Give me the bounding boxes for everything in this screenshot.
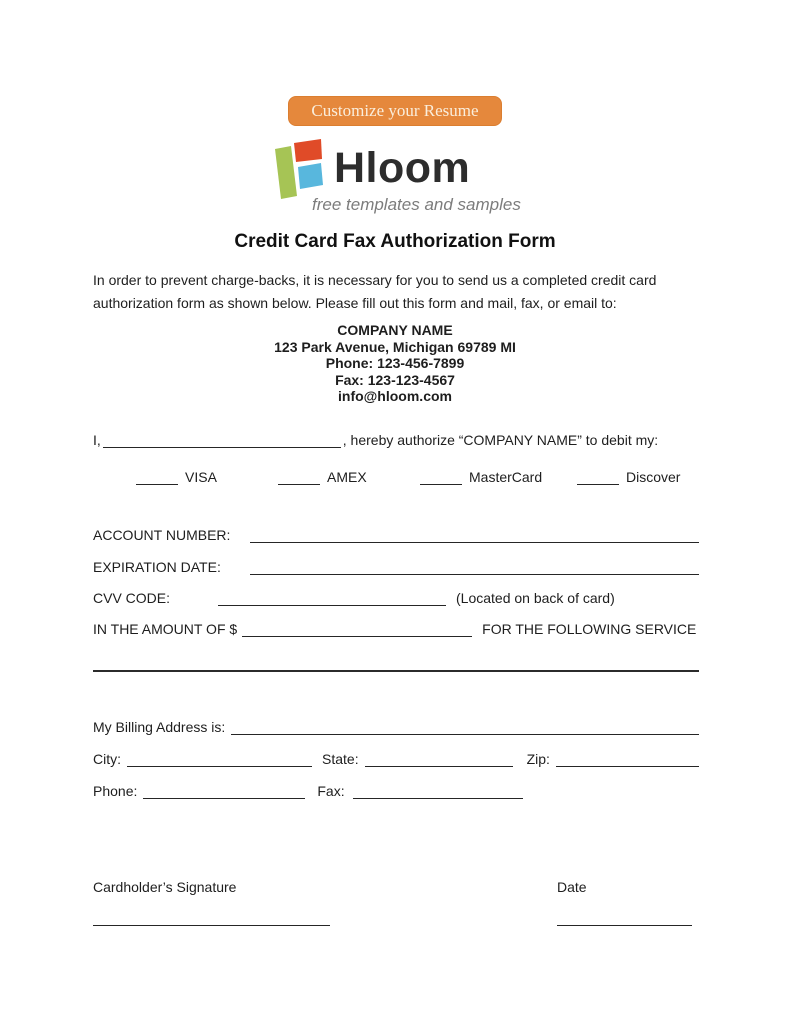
company-info-block	[0, 322, 790, 405]
amount-input-line[interactable]	[242, 622, 472, 637]
cvv-note: (Located on back of card)	[456, 590, 615, 606]
cardholder-signature-label: Cardholder’s Signature	[93, 879, 237, 895]
fax-label: Fax:	[317, 783, 345, 799]
amount-suffix: FOR THE FOLLOWING SERVICE	[482, 621, 697, 637]
cvv-code-row	[93, 590, 699, 606]
logo-tagline: free templates and samples	[312, 195, 521, 214]
billing-address-label: My Billing Address is:	[93, 719, 226, 735]
company-fax: Fax: 123-123-4567	[335, 371, 455, 388]
visa-check-line[interactable]	[136, 470, 178, 485]
billing-address-input-line[interactable]	[231, 720, 699, 735]
fax-input-line[interactable]	[353, 784, 523, 799]
city-label: City:	[93, 751, 121, 767]
state-input-line[interactable]	[365, 752, 513, 767]
card-type-row	[0, 469, 790, 491]
mastercard-check-line[interactable]	[420, 470, 462, 485]
date-label: Date	[557, 879, 587, 895]
account-number-row	[93, 527, 699, 543]
date-input-line[interactable]	[557, 925, 692, 926]
zip-input-line[interactable]	[556, 752, 699, 767]
card-option-visa	[136, 469, 217, 485]
hloom-logo-icon	[272, 136, 330, 202]
cvv-code-input-line[interactable]	[218, 591, 446, 606]
visa-label: VISA	[185, 469, 217, 485]
authorize-prefix: I,	[93, 432, 101, 448]
company-email: info@hloom.com	[338, 388, 452, 404]
form-title: Credit Card Fax Authorization Form	[234, 231, 556, 252]
service-description-line[interactable]	[93, 670, 699, 672]
card-option-mastercard	[420, 469, 542, 485]
city-state-zip-row	[93, 751, 699, 767]
zip-label: Zip:	[526, 751, 550, 767]
cardholder-signature-input-line[interactable]	[93, 925, 330, 926]
amex-check-line[interactable]	[278, 470, 320, 485]
amount-row	[93, 621, 699, 637]
expiration-date-row	[93, 559, 699, 575]
card-option-discover	[577, 469, 680, 485]
cardholder-name-input-line[interactable]	[103, 433, 341, 448]
discover-label: Discover	[626, 469, 681, 485]
authorize-suffix: , hereby authorize “COMPANY NAME” to debit my:	[342, 432, 659, 448]
amex-label: AMEX	[327, 469, 367, 485]
discover-check-line[interactable]	[577, 470, 619, 485]
mastercard-label: MasterCard	[469, 469, 543, 485]
account-number-label: ACCOUNT NUMBER:	[93, 527, 231, 543]
logo-wordmark: Hloom	[334, 144, 471, 192]
customize-resume-button[interactable]: Customize your Resume	[288, 96, 502, 126]
expiration-date-label: EXPIRATION DATE:	[93, 559, 221, 575]
amount-label: IN THE AMOUNT OF $	[93, 621, 238, 637]
intro-text: In order to prevent charge-backs, it is necessary for you to send us a completed credit card authorization form as shown below. Please fill out this form and mail, fax, or email to:	[93, 272, 657, 311]
card-option-amex	[278, 469, 367, 485]
cvv-code-label: CVV CODE:	[93, 590, 171, 606]
state-label: State:	[322, 751, 359, 767]
company-address: 123 Park Avenue, Michigan 69789 MI	[274, 338, 516, 355]
company-phone: Phone: 123-456-7899	[325, 355, 465, 371]
phone-fax-row	[93, 783, 699, 799]
phone-label: Phone:	[93, 783, 138, 799]
hloom-logo	[272, 136, 532, 218]
phone-input-line[interactable]	[143, 784, 305, 799]
account-number-input-line[interactable]	[250, 528, 699, 543]
company-name: COMPANY NAME	[337, 322, 453, 338]
city-input-line[interactable]	[127, 752, 312, 767]
authorization-statement	[93, 432, 733, 448]
billing-address-row	[93, 719, 699, 735]
expiration-date-input-line[interactable]	[250, 560, 699, 575]
